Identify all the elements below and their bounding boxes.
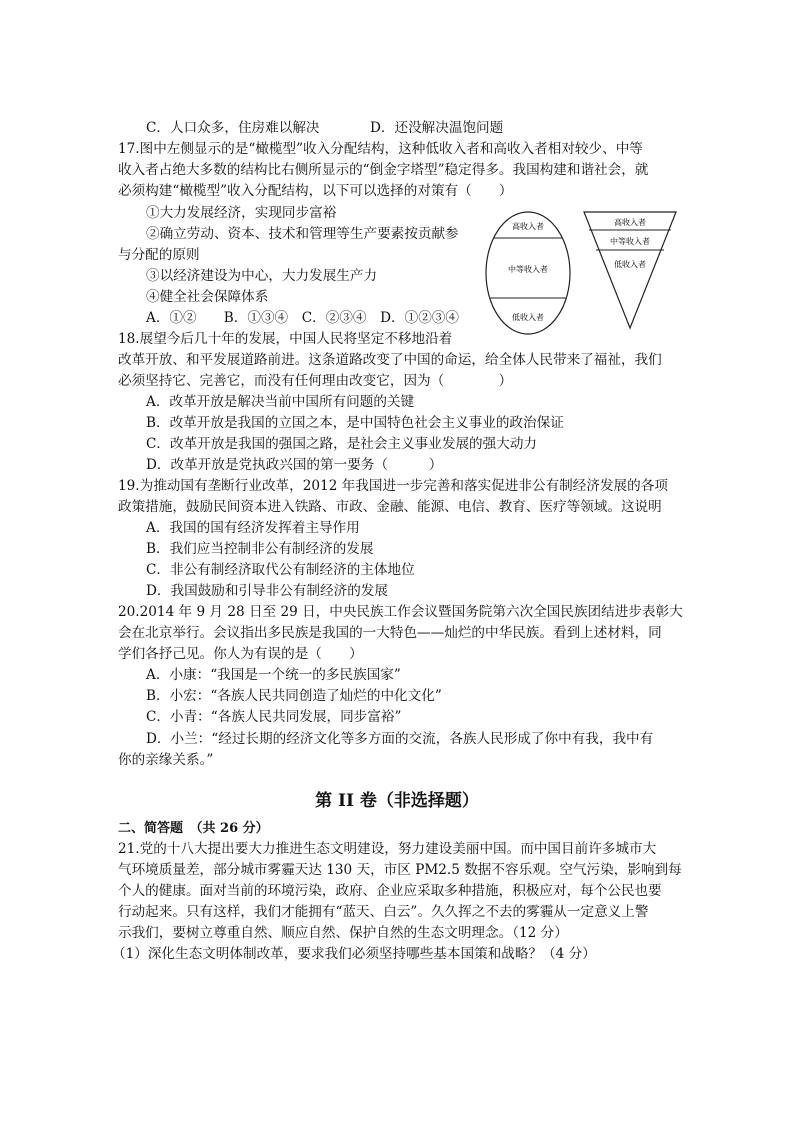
q20-stem-3: 学们各抒己见。你人为有误的是（ ） <box>118 646 363 662</box>
q20-option-d: D．小兰：“经过长期的经济文化等多方面的交流，各族人民形成了你中有我，我中有 <box>146 731 654 747</box>
pyramid-low-label: 低收入者 <box>614 260 646 269</box>
q21-stem-1: 21.党的十八大提出要大力推进生态文明建设，努力建设美丽中国。而中国目前许多城市大 <box>118 841 657 857</box>
q17-item-2-cont: 与分配的原则 <box>118 247 200 263</box>
pyramid-shape <box>584 212 676 328</box>
olive-high-label: 高收入者 <box>512 222 544 231</box>
q17-item-2: ②确立劳动、资本、技术和管理等生产要素按贡献参 <box>146 226 459 242</box>
q18-option-c: C．改革开放是我国的强国之路，是社会主义事业发展的强大动力 <box>146 436 538 452</box>
q19-option-a: A．我国的国有经济发挥着主导作用 <box>146 520 360 536</box>
q16-option-c: C．人口众多，住房难以解决 <box>146 120 320 136</box>
q17-answer-options: A．①② B．①③④ C．②③④ D．①②③④ <box>146 310 459 326</box>
q21-stem-5: 示我们，要树立尊重自然、顺应自然、保护自然的生态文明理念。（12 分） <box>118 925 568 941</box>
volume-two-title: 第 II 卷（非选择题） <box>315 791 479 811</box>
q18-stem-3: 必须坚持它、完善它，而没有任何理由改变它，因为（ ） <box>118 373 513 389</box>
q20-stem-1: 20.2014 年 9 月 28 日至 29 日，中央民族工作会议暨国务院第六次全国民族团结进步表彰大 <box>118 604 683 620</box>
q19-stem-2: 政策措施，鼓励民间资本进入铁路、市政、金融、能源、电信、教育、医疗等领域。这说明 <box>118 499 662 515</box>
q17-stem-3: 必须构建“橄榄型”收入分配结构，以下可以选择的对策有（ ） <box>118 183 513 199</box>
q20-option-c: C．小青：“各族人民共同发展，同步富裕” <box>146 709 402 725</box>
q21-stem-4: 行动起来。只有这样，我们才能拥有“蓝天、白云”。久久挥之不去的雾霾从一定意义上警 <box>118 904 649 920</box>
q19-option-c: C．非公有制经济取代公有制经济的主体地位 <box>146 562 415 578</box>
q19-stem-1: 19.为推动国有垄断行业改革，2012 年我国进一步完善和落实促进非公有制经济发展的各项 <box>118 478 668 494</box>
q20-stem-2: 会在北京举行。会议指出多民族是我国的一大特色——灿烂的中华民族。看到上述材料，同 <box>118 625 662 641</box>
section-two-heading: 二、简答题 （共 26 分） <box>118 821 269 836</box>
olive-middle-label: 中等收入者 <box>508 265 548 274</box>
q20-option-a: A．小康：“我国是一个统一的多民族国家” <box>146 667 401 683</box>
q17-item-3: ③以经济建设为中心，大力发展生产力 <box>146 268 378 284</box>
q19-option-d: D．我国鼓励和引导非公有制经济的发展 <box>146 583 388 599</box>
q21-stem-2: 气环境质量差，部分城市雾霾天达 130 天，市区 PM2.5 数据不容乐观。空气污染，影响到每 <box>118 862 682 878</box>
income-structure-figure <box>482 210 682 338</box>
pyramid-middle-label: 中等收入者 <box>610 237 650 246</box>
q18-option-b: B．改革开放是我国的立国之本，是中国特色社会主义事业的政治保证 <box>146 415 564 431</box>
q20-option-d-cont: 你的亲缘关系。” <box>118 752 214 768</box>
q21-stem-3: 个人的健康。面对当前的环境污染，政府、企业应采取多种措施，积极应对，每个公民也要 <box>118 883 662 899</box>
q17-item-4: ④健全社会保障体系 <box>146 289 269 305</box>
pyramid-high-label: 高收入者 <box>614 218 646 227</box>
q18-option-d: D．改革开放是党执政兴国的第一要务（ ） <box>146 457 443 473</box>
income-structure-diagram <box>482 210 682 338</box>
q17-stem-2: 收入者占绝大多数的结构比右侧所显示的“倒金字塔型”稳定得多。我国构建和谐社会，就 <box>118 162 649 178</box>
q17-item-1: ①大力发展经济，实现同步富裕 <box>146 205 337 221</box>
q19-option-b: B．我们应当控制非公有制经济的发展 <box>146 541 374 557</box>
q18-stem-2: 改革开放、和平发展道路前进。这条道路改变了中国的命运，给全体人民带来了福祉，我们 <box>118 352 662 368</box>
q18-stem-1: 18.展望今后几十年的发展，中国人民将坚定不移地沿着 <box>118 331 453 347</box>
q20-option-b: B．小宏：“各族人民共同创造了灿烂的中化文化” <box>146 688 442 704</box>
q21-subquestion-1: （1）深化生态文明体制改革，要求我们必须坚持哪些基本国策和战略？（4 分） <box>112 946 596 962</box>
olive-low-label: 低收入者 <box>512 313 544 322</box>
q17-stem-1: 17.图中左侧显示的是“橄榄型”收入分配结构，这种低收入者和高收入者相对较少、中等 <box>118 141 643 157</box>
q18-option-a: A．改革开放是解决当前中国所有问题的关键 <box>146 394 415 410</box>
q16-option-d: D．还没解决温饱问题 <box>370 120 504 136</box>
